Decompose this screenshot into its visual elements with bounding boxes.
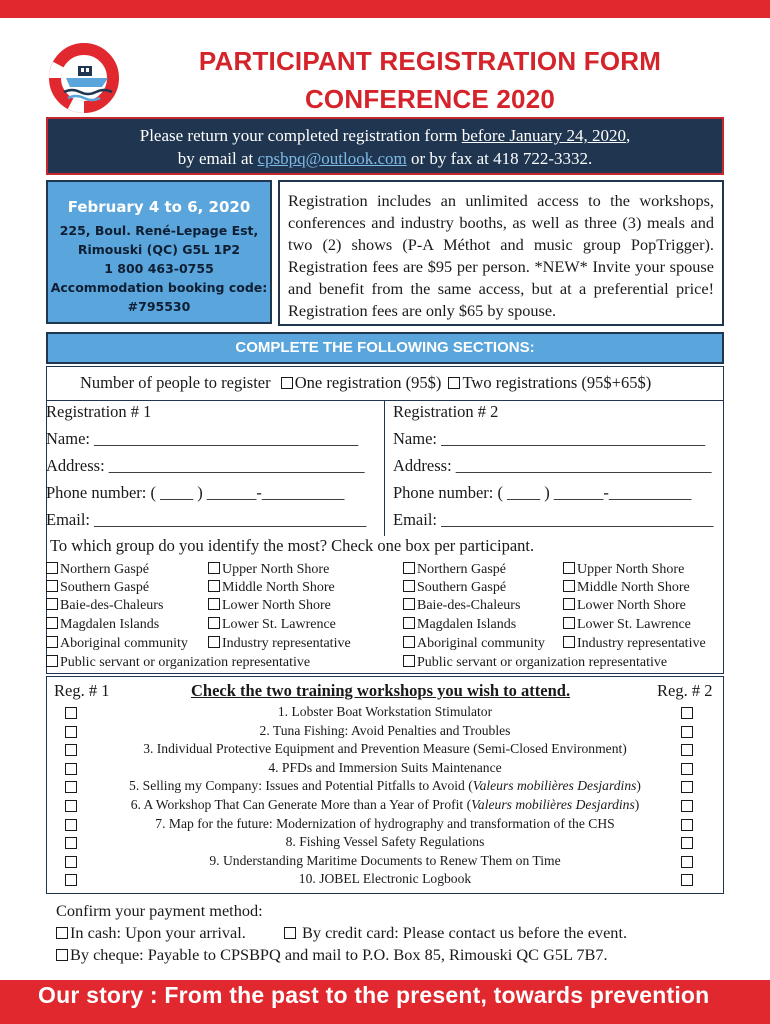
option-label: Baie-des-Chaleurs (60, 598, 164, 613)
workshop-row (60, 815, 710, 834)
p1-aboriginal-option[interactable] (46, 636, 188, 652)
checkbox[interactable] (403, 580, 415, 592)
workshops-reg2-label: Reg. # 2 (657, 681, 713, 700)
credit-checkbox[interactable] (284, 927, 296, 939)
checkbox[interactable] (563, 617, 575, 629)
form-divider-vertical (384, 400, 385, 536)
event-date: February 4 to 6, 2020 (67, 198, 251, 216)
checkbox[interactable] (208, 636, 220, 648)
option-label: Upper North Shore (222, 562, 330, 577)
payment-title: Confirm your payment method: (56, 901, 263, 920)
sections-banner: COMPLETE THE FOLLOWING SECTIONS: (46, 332, 724, 364)
option-label: Magdalen Islands (60, 617, 160, 632)
cheque-label: By cheque: Payable to CPSBPQ and mail to P.O. Box 85, Rimouski QC G5L 7B7. (70, 945, 608, 964)
payment-credit-option[interactable] (284, 923, 627, 943)
option-label: Aboriginal community (60, 636, 188, 651)
workshop-title: 8. Fishing Vessel Safety Regulations (285, 834, 485, 850)
workshop-title: 7. Map for the future: Modernization of hydrography and transformation of the CHS (155, 815, 615, 831)
payment-cheque-option[interactable] (56, 945, 608, 965)
p1-upper-north-shore-option[interactable] (208, 562, 329, 578)
reg2-address-field[interactable]: Address: _______________________________ (393, 456, 712, 475)
form-title: PARTICIPANT REGISTRATION FORM (198, 46, 662, 76)
notice-text: Please return your completed registration form (139, 126, 462, 145)
checkbox[interactable] (403, 598, 415, 610)
workshop-row (60, 852, 710, 871)
workshop-title: 4. PFDs and Immersion Suits Maintenance (268, 759, 502, 775)
workshop-row (60, 759, 710, 778)
workshop-reg1-checkbox[interactable] (65, 763, 77, 775)
form-subtitle: CONFERENCE 2020 (304, 84, 556, 114)
checkbox[interactable] (208, 598, 220, 610)
workshops-heading: Check the two training workshops you wish to attend. (191, 681, 571, 700)
checkbox[interactable] (46, 636, 58, 648)
workshop-title: 6. A Workshop That Can Generate More than a Year of Profit ( (130, 797, 472, 812)
cheque-checkbox[interactable] (56, 949, 68, 961)
workshop-reg2-checkbox[interactable] (681, 744, 693, 756)
option-label: Middle North Shore (222, 580, 335, 595)
option-label: Aboriginal community (417, 636, 545, 651)
workshop-title: 3. Individual Protective Equipment and Prevention Measure (Semi-Closed Environment) (143, 741, 627, 757)
checkbox[interactable] (563, 636, 575, 648)
checkbox[interactable] (403, 655, 415, 667)
workshop-reg2-checkbox[interactable] (681, 707, 693, 719)
checkbox[interactable] (403, 617, 415, 629)
cash-label: In cash: Upon your arrival. (70, 923, 246, 942)
p2-lower-st-lawrence-option[interactable] (563, 617, 691, 633)
workshop-reg2-checkbox[interactable] (681, 819, 693, 831)
form-divider-horizontal (46, 400, 724, 401)
booking-code-label: Accommodation booking code: (50, 280, 268, 295)
p1-magdalen-islands-option[interactable] (46, 617, 159, 633)
workshop-reg1-checkbox[interactable] (65, 819, 77, 831)
workshop-reg1-checkbox[interactable] (65, 800, 77, 812)
reg1-phone-field[interactable]: Phone number: ( ____ ) ______-__________ (46, 483, 345, 502)
workshop-title: 9. Understanding Maritime Documents to Renew Them on Time (209, 852, 561, 868)
workshop-reg1-checkbox[interactable] (65, 744, 77, 756)
p2-lower-north-shore-option[interactable] (563, 598, 686, 614)
people-count-row (80, 373, 651, 393)
option-label: Southern Gaspé (417, 580, 507, 595)
option-label: Northern Gaspé (60, 562, 150, 577)
payment-cash-option[interactable] (56, 923, 246, 943)
reg2-phone-field[interactable]: Phone number: ( ____ ) ______-__________ (393, 483, 692, 502)
email-link[interactable]: cpsbpq@outlook.com (257, 149, 407, 168)
p1-public-servant-option[interactable] (46, 655, 310, 671)
boat-lifebuoy-logo-icon (46, 40, 122, 116)
p2-southern-gaspe-option[interactable] (403, 580, 506, 596)
checkbox[interactable] (46, 562, 58, 574)
two-registrations-checkbox[interactable] (448, 377, 460, 389)
p2-industry-rep-option[interactable] (563, 636, 706, 652)
group-question: To which group do you identify the most? Check one box per participant. (50, 536, 535, 555)
p1-northern-gaspe-option[interactable] (46, 562, 149, 578)
option-label: Lower St. Lawrence (577, 617, 691, 632)
workshop-title: 2. Tuna Fishing: Avoid Penalties and Troubles (259, 722, 511, 738)
p2-public-servant-option[interactable] (403, 655, 667, 671)
one-registration-label: One registration (95$) (294, 373, 442, 392)
notice-comma: , (626, 126, 631, 145)
event-details-box (46, 180, 272, 324)
checkbox[interactable] (208, 562, 220, 574)
reg1-address-field[interactable]: Address: _______________________________ (46, 456, 365, 475)
two-registrations-label: Two registrations (95$+65$) (462, 373, 652, 392)
workshop-reg2-checkbox[interactable] (681, 837, 693, 849)
workshop-reg2-checkbox[interactable] (681, 726, 693, 738)
workshop-reg2-checkbox[interactable] (681, 874, 693, 886)
notice-email-label: by email at (177, 149, 258, 168)
workshop-close-paren: ) (634, 797, 640, 812)
workshop-reg1-checkbox[interactable] (65, 781, 77, 793)
option-label: Public servant or organization representative (417, 655, 668, 670)
option-label: Industry representative (577, 636, 706, 651)
checkbox[interactable] (46, 655, 58, 667)
workshop-title: 10. JOBEL Electronic Logbook (298, 871, 472, 887)
workshop-row (60, 777, 710, 796)
top-red-bar (0, 0, 770, 18)
booking-code: #795530 (127, 299, 191, 314)
notice-fax: or by fax at 418 722-3332. (406, 149, 593, 168)
footer-slogan: Our story : From the past to the present, towards prevention (38, 982, 710, 1008)
event-phone: 1 800 463-0755 (104, 261, 214, 276)
workshop-row (60, 740, 710, 759)
p2-middle-north-shore-option[interactable] (563, 580, 690, 596)
one-registration-checkbox[interactable] (281, 377, 293, 389)
p2-upper-north-shore-option[interactable] (563, 562, 684, 578)
workshop-reg1-checkbox[interactable] (65, 837, 77, 849)
workshop-title: 1. Lobster Boat Workstation Stimulator (277, 704, 493, 719)
reg2-email-field[interactable]: Email: _________________________________ (393, 510, 714, 529)
option-label: Northern Gaspé (417, 562, 507, 577)
checkbox[interactable] (46, 598, 58, 610)
p1-baie-des-chaleurs-option[interactable] (46, 598, 163, 614)
workshop-row (60, 722, 710, 741)
option-label: Lower St. Lawrence (222, 617, 336, 632)
option-label: Southern Gaspé (60, 580, 150, 595)
checkbox[interactable] (208, 580, 220, 592)
checkbox[interactable] (46, 617, 58, 629)
workshop-reg2-checkbox[interactable] (681, 800, 693, 812)
deadline-text: before January 24, 2020 (461, 126, 626, 145)
option-label: Upper North Shore (577, 562, 685, 577)
option-label: Middle North Shore (577, 580, 690, 595)
workshop-reg1-checkbox[interactable] (65, 856, 77, 868)
option-label: Industry representative (222, 636, 351, 651)
registration-info-box (278, 180, 724, 326)
option-label: Lower North Shore (222, 598, 331, 613)
workshop-reg1-checkbox[interactable] (65, 874, 77, 886)
workshop-close-paren: ) (636, 778, 641, 794)
workshop-row (60, 796, 710, 815)
return-instructions-line1 (48, 124, 722, 147)
p2-northern-gaspe-option[interactable] (403, 562, 506, 578)
option-label: Lower North Shore (577, 598, 686, 613)
checkbox[interactable] (563, 598, 575, 610)
p1-middle-north-shore-option[interactable] (208, 580, 335, 596)
option-label: Baie-des-Chaleurs (417, 598, 521, 613)
registration-1-title: Registration # 1 (46, 402, 152, 421)
p2-magdalen-islands-option[interactable] (403, 617, 516, 633)
checkbox[interactable] (403, 562, 415, 574)
registration-2-title: Registration # 2 (393, 402, 499, 421)
workshop-reg2-checkbox[interactable] (681, 856, 693, 868)
workshop-title: 5. Selling my Company: Issues and Potential Pitfalls to Avoid ( (129, 778, 473, 794)
return-instructions-line2 (48, 147, 722, 170)
workshops-reg1-label: Reg. # 1 (54, 681, 110, 700)
p1-lower-st-lawrence-option[interactable] (208, 617, 336, 633)
checkbox[interactable] (46, 580, 58, 592)
checkbox[interactable] (563, 562, 575, 574)
reg2-name-field[interactable]: Name: ________________________________ (393, 429, 706, 448)
checkbox[interactable] (403, 636, 415, 648)
workshop-sponsor: Valeurs mobilières Desjardins (472, 778, 637, 794)
checkbox[interactable] (563, 580, 575, 592)
workshop-reg1-checkbox[interactable] (65, 707, 77, 719)
credit-label: By credit card: Please contact us before the event. (302, 923, 628, 942)
workshop-reg2-checkbox[interactable] (681, 781, 693, 793)
checkbox[interactable] (208, 617, 220, 629)
option-label: Magdalen Islands (417, 617, 517, 632)
workshop-sponsor: Valeurs mobilières Desjardins (471, 797, 635, 812)
cash-checkbox[interactable] (56, 927, 68, 939)
p2-baie-des-chaleurs-option[interactable] (403, 598, 520, 614)
workshop-row (60, 870, 710, 889)
reg1-name-field[interactable]: Name: ________________________________ (46, 429, 359, 448)
reg1-email-field[interactable]: Email: _________________________________ (46, 510, 367, 529)
p1-lower-north-shore-option[interactable] (208, 598, 331, 614)
workshop-row (60, 833, 710, 852)
p1-industry-rep-option[interactable] (208, 636, 351, 652)
registration-info-text: Registration includes an unlimited access to the workshops, conferences and industry booths, as well as three (3) meals and two (2) shows (P-A Méthot and music group PopTrigger). Registration fees are $95 per person. *NEW* Invite your spouse and benefit from the same access, but at a preferential price! Registration fees are only $65 by spouse. (288, 191, 714, 320)
return-instructions-box (46, 117, 724, 175)
workshop-reg1-checkbox[interactable] (65, 726, 77, 738)
workshop-row (60, 703, 710, 722)
people-count-label: Number of people to register (80, 373, 271, 392)
option-label: Public servant or organization representative (60, 655, 311, 670)
workshop-reg2-checkbox[interactable] (681, 763, 693, 775)
p2-aboriginal-option[interactable] (403, 636, 545, 652)
p1-southern-gaspe-option[interactable] (46, 580, 149, 596)
event-address-line1: 225, Boul. René-Lepage Est, (59, 223, 259, 238)
event-address-line2: Rimouski (QC) G5L 1P2 (77, 242, 241, 257)
